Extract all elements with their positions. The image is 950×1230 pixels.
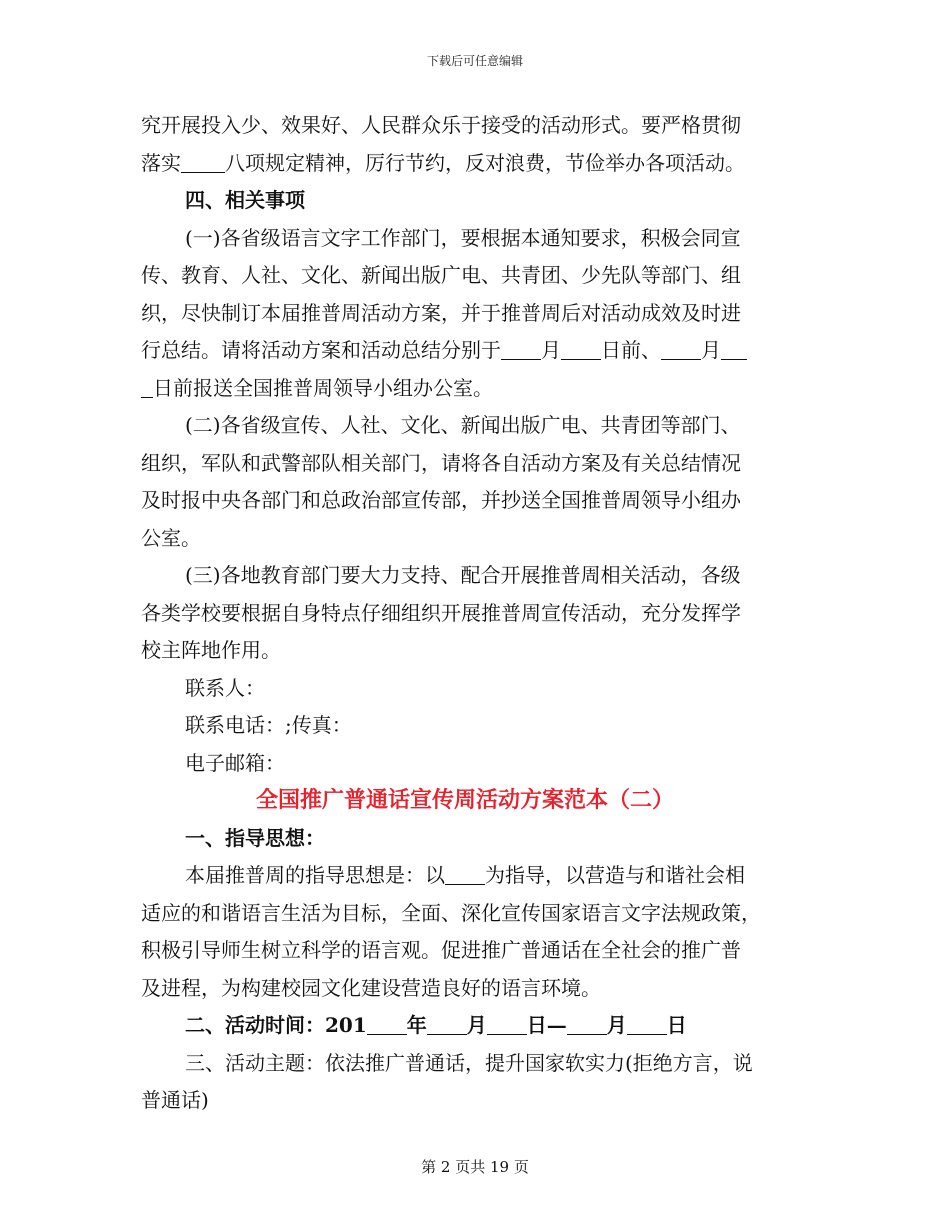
text-fragment: 日— bbox=[526, 1013, 567, 1037]
paragraph-line: 校主阵地作用。 bbox=[141, 638, 281, 662]
fill-blank bbox=[661, 339, 701, 360]
page-footer: 第 2 页共 19 页 bbox=[421, 1158, 529, 1176]
paragraph-line: 公室。 bbox=[141, 525, 201, 550]
text-fragment: 年 bbox=[406, 1013, 427, 1037]
paragraph-line: 各类学校要根据自身特点仔细组织开展推普周宣传活动，充分发挥学 bbox=[141, 600, 741, 625]
text-fragment: 日前、 bbox=[601, 338, 661, 362]
fill-blank bbox=[627, 1014, 667, 1035]
section-heading: 一、指导思想： bbox=[185, 825, 325, 850]
text-fragment: 月 bbox=[541, 338, 561, 362]
paragraph-line: 及进程，为构建校园文化建设营造良好的语言环境。 bbox=[141, 975, 601, 1000]
fill-blank bbox=[561, 339, 601, 360]
text-fragment: 二、活动时间：201 bbox=[185, 1013, 367, 1037]
paragraph-line: (三)各地教育部门要大力支持、配合开展推普周相关活动，各级 bbox=[185, 563, 741, 587]
text-fragment: 八项规定精神，厉行节约，反对浪费，节俭举办各项活动。 bbox=[225, 150, 745, 175]
paragraph-line: 传、教育、人社、文化、新闻出版广电、共青团、少先队等部门、组 bbox=[141, 263, 741, 287]
text-fragment: 日前报送全国推普周领导小组办公室。 bbox=[153, 375, 493, 400]
fill-blank bbox=[567, 1014, 607, 1035]
paragraph-line: 及时报中央各部门和总政治部宣传部，并抄送全国推普周领导小组办 bbox=[141, 488, 741, 512]
fill-blank bbox=[445, 864, 485, 885]
section-heading bbox=[141, 1007, 809, 1045]
paragraph-line: 适应的和谐语言生活为目标，全面、深化宣传国家语言文字法规政策， bbox=[141, 900, 761, 925]
fill-blank bbox=[367, 1014, 407, 1035]
text-fragment: 月 bbox=[466, 1013, 487, 1037]
text-fragment: 本届推普周的指导思想是：以 bbox=[185, 863, 445, 887]
text-fragment: 月 bbox=[701, 338, 721, 362]
paragraph-line: 织，尽快制订本届推普周活动方案，并于推普周后对活动成效及时进 bbox=[141, 300, 741, 325]
contact-phone-fax: 联系电话：;传真： bbox=[185, 713, 352, 737]
paragraph-line bbox=[141, 332, 809, 370]
contact-email: 电子邮箱： bbox=[185, 750, 285, 775]
fill-blank bbox=[141, 377, 153, 398]
paragraph-line: (一)各省级语言文字工作部门，要根据本通知要求，积极会同宣 bbox=[185, 225, 741, 250]
paragraph-line: (二)各省级宣传、人社、文化、新闻出版广电、共青团等部门、 bbox=[185, 413, 741, 437]
paragraph-line: 三、活动主题：依法推广普通话，提升国家软实力(拒绝方言，说 bbox=[185, 1050, 753, 1075]
paragraph-line: 积极引导师生树立科学的语言观。促进推广普通话在全社会的推广普 bbox=[141, 938, 741, 962]
fill-blank bbox=[487, 1014, 527, 1035]
text-fragment: 日 bbox=[666, 1013, 687, 1037]
page-header: 下载后可任意编辑 bbox=[426, 54, 523, 68]
paragraph-line: 组织，军队和武警部队相关部门，请将各自活动方案及有关总结情况 bbox=[141, 450, 741, 475]
fill-blank bbox=[721, 339, 747, 360]
paragraph-line bbox=[141, 857, 809, 895]
document-title: 全国推广普通话宣传周活动方案范本（二） bbox=[255, 787, 674, 813]
paragraph-line bbox=[141, 370, 809, 408]
contact-person: 联系人： bbox=[185, 675, 265, 700]
text-fragment: 落实 bbox=[141, 150, 181, 175]
text-fragment: 为指导，以营造与和谐社会相 bbox=[485, 863, 745, 887]
section-heading: 四、相关事项 bbox=[185, 188, 305, 212]
text-fragment: 行总结。请将活动方案和活动总结分别于 bbox=[141, 338, 501, 362]
text-fragment: 月 bbox=[606, 1013, 627, 1037]
paragraph-line: 究开展投入少、效果好、人民群众乐于接受的活动形式。要严格贯彻 bbox=[141, 113, 741, 137]
document-body bbox=[141, 107, 809, 1120]
paragraph-line: 普通话) bbox=[141, 1088, 209, 1112]
fill-blank bbox=[181, 152, 225, 173]
fill-blank bbox=[427, 1014, 467, 1035]
paragraph-line bbox=[141, 145, 809, 183]
fill-blank bbox=[501, 339, 541, 360]
